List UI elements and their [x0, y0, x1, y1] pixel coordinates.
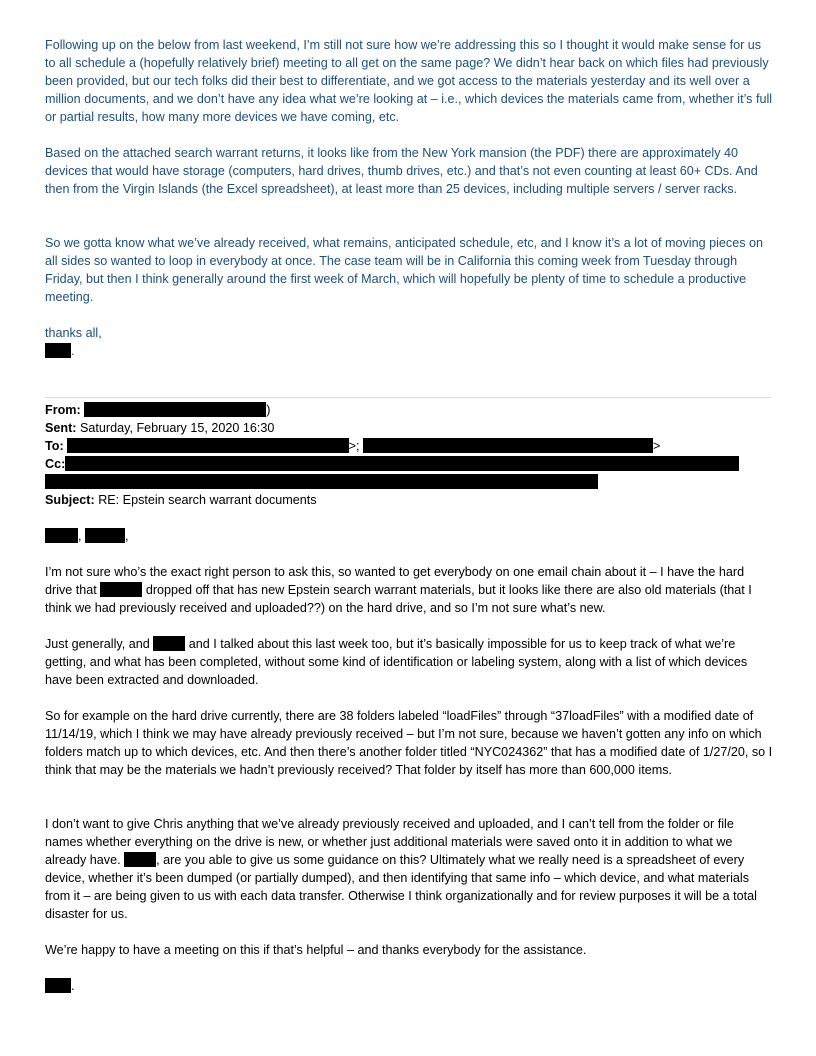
header-from [45, 401, 773, 419]
original-paragraph-4 [45, 815, 773, 923]
redaction-box [67, 438, 349, 453]
paragraph-1-part-b: dropped off that has new Epstein search warrant materials, but it looks like there are also old materials (that I think we had previously received and uploaded??) on the hard drive, and so I’m not sure what’s new. [45, 583, 752, 615]
header-cc [45, 455, 773, 473]
cc-label: Cc: [45, 457, 66, 471]
redaction-box [124, 852, 156, 867]
original-paragraph-3: So for example on the hard drive currently, there are 38 folders labeled “loadFiles” through “37loadFiles” with a modified date of 11/14/19, which I think we may have already previously received – but I’m not sure, because we haven’t gotten any info on which folders match up to which devices, etc. And then there’s another folder titled “NYC024362” that has a modified date of 1/27/20, so I think that may be the materials we hadn’t previously received? That folder by itself has more than 600,000 items. [45, 709, 773, 777]
header-subject [45, 491, 773, 509]
redaction-box [45, 343, 71, 358]
paragraph-4-part-a: I don’t want to give Chris anything that we’ve already previously received and uploaded, and I can’t tell from the folder or file names whether everything on the drive is new, or whether just additional materials were saved onto it in addition to what we already have. [45, 817, 734, 867]
greeting-separator: , [78, 529, 82, 543]
header-cc-continued [45, 473, 773, 491]
header-sent [45, 419, 773, 437]
redaction-box [65, 456, 739, 471]
original-paragraph-2 [45, 635, 773, 689]
to-label: To: [45, 439, 64, 453]
from-tail: ) [266, 403, 271, 417]
paragraph-4-part-b: , are you able to give us some guidance on this? Ultimately what we really need is a spreadsheet of every device, whether it’s been dumped (or partially dumped), and then identifying that same info – which device, and what materials from it – are being given to us with each data transfer. Otherwise I think organizationally and for review purposes it will be a total disaster for us. [45, 853, 757, 921]
reply-paragraph-2: Based on the attached search warrant returns, it looks like from the New York mansion (the PDF) there are approximately 40 devices that would have storage (computers, hard drives, thumb drives, etc.) and that’s not even counting at least 60+ CDs. And then from the Virgin Islands (the Excel spreadsheet), at least more than 25 devices, including multiple servers / server racks. [45, 146, 758, 196]
sent-value: Saturday, February 15, 2020 16:30 [79, 421, 275, 435]
signature-dot: . [71, 979, 75, 993]
to-separator: >; [348, 439, 360, 453]
to-tail: > [653, 439, 661, 453]
original-paragraph-5: We’re happy to have a meeting on this if that’s helpful – and thanks everybody for the assistance. [45, 943, 587, 957]
reply-paragraph-3: So we gotta know what we’ve already received, what remains, anticipated schedule, etc, and I know it’s a lot of moving pieces on all sides so wanted to loop in everybody at once. The case team will be in California this coming week from Tuesday through Friday, but then I think generally around the first week of March, which will hopefully be plenty of time to schedule a productive meeting. [45, 236, 764, 304]
redaction-box [84, 402, 266, 417]
signature-dot: . [71, 344, 75, 358]
reply-paragraph-1: Following up on the below from last weekend, I’m still not sure how we’re addressing this so I thought it would make sense for us to all schedule a (hopefully relatively brief) meeting to all get on the same page? We didn’t hear back on which files had previously been provided, but our tech folks did their best to differentiate, and we got access to the materials yesterday and its well over a million documents, and we don’t have any idea what we’re looking at – i.e., which devices the materials came from, whether it’s full or partial results, how many more devices we have coming, etc. [45, 38, 773, 124]
redaction-box [45, 978, 71, 993]
redaction-box [85, 528, 125, 543]
redaction-box [45, 474, 598, 489]
redaction-box [363, 438, 653, 453]
redaction-box [153, 636, 185, 651]
reply-closing: thanks all, [45, 326, 102, 340]
subject-value: RE: Epstein search warrant documents [98, 493, 317, 507]
original-paragraph-1 [45, 563, 773, 617]
subject-label: Subject: [45, 493, 95, 507]
paragraph-1-part-a: I’m not sure who’s the exact right person to ask this, so wanted to get everybody on one email chain about it – I have the hard drive that [45, 565, 745, 597]
paragraph-2-part-a: Just generally, and [45, 637, 150, 651]
from-label: From: [45, 403, 81, 417]
paragraph-2-part-b: and I talked about this last week too, but it’s basically impossible for us to keep track of what we’re getting, and what has been completed, without some kind of identification or labeling system, along with a list of which devices have been extracted and downloaded. [45, 637, 748, 687]
sent-label: Sent: [45, 421, 77, 435]
redaction-box [100, 582, 142, 597]
reply-signature [45, 342, 773, 360]
redaction-box [45, 528, 78, 543]
greeting-end: , [125, 529, 129, 543]
greeting [45, 527, 773, 545]
header-divider [45, 397, 771, 398]
header-to [45, 437, 773, 455]
original-signature [45, 977, 773, 995]
